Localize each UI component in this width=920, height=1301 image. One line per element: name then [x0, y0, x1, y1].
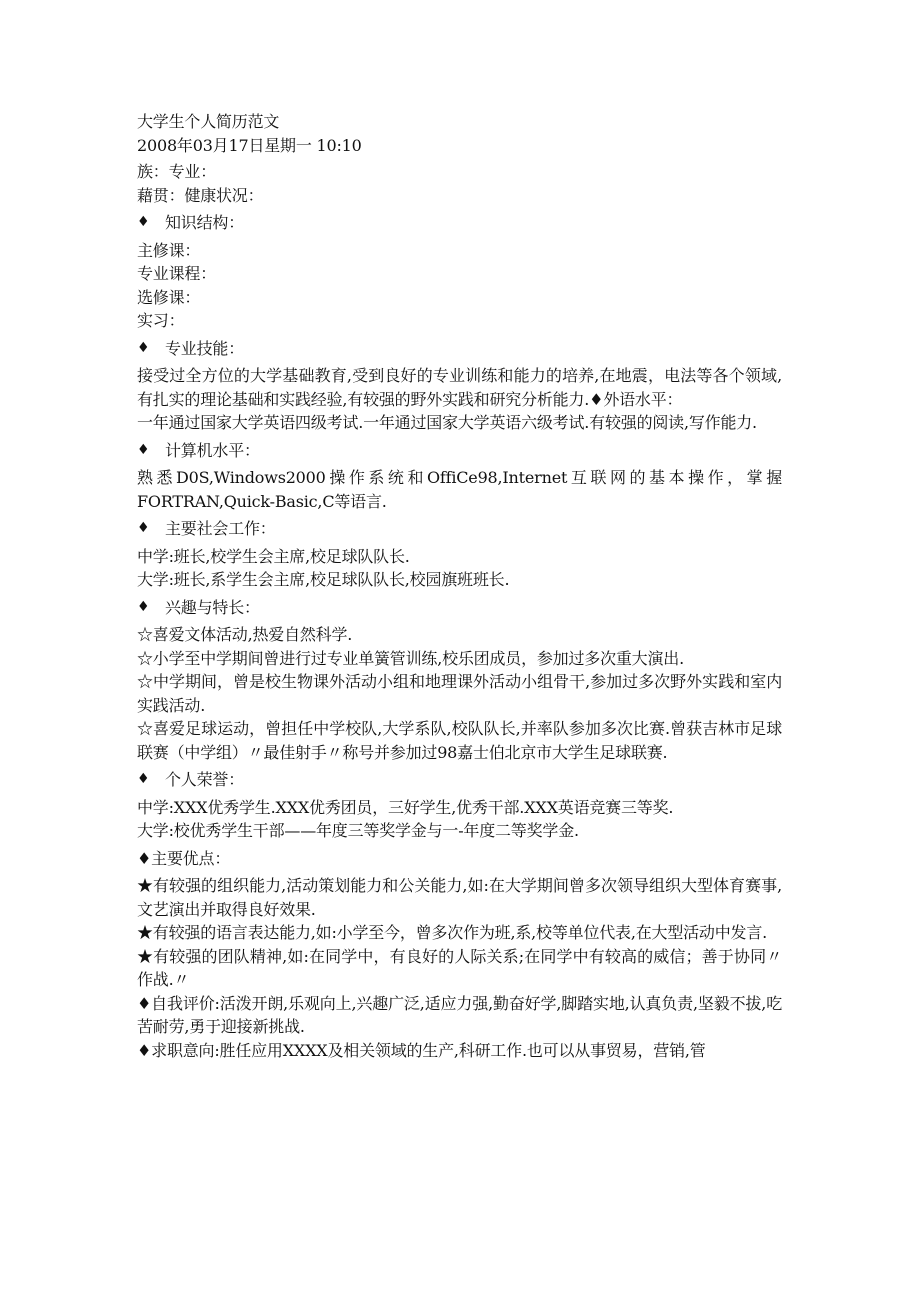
hobby-item: ☆小学至中学期间曾进行过专业单簧管训练,校乐团成员，参加过多次重大演出. — [137, 648, 684, 668]
section-skills-title: 专业技能： — [165, 338, 245, 358]
section-honors-title: 个人荣誉： — [165, 770, 245, 789]
social-item: 中学:班长,校学生会主席,校足球队队长. — [137, 546, 410, 566]
section-knowledge-heading — [137, 211, 782, 235]
honor-item: 大学:校优秀学生干部——年度三等奖学金与一-年度二等奖学金. — [137, 821, 579, 840]
section-skills-heading — [137, 337, 782, 361]
hobby-item: ☆中学期间，曾是校生物课外活动小组和地理课外活动小组骨干,参加过多次野外实践和室内实践活动. — [137, 672, 782, 715]
diamond-bullet-icon: ♦ — [137, 771, 150, 787]
document-title: 大学生个人简历范文 — [137, 112, 280, 131]
skills-paragraph: 接受过全方位的大学基础教育,受到良好的专业训练和能力的培养,在地震，电法等各个领域,有扎实的理论基础和实践经验,有较强的野外实践和研究分析能力.♦外语水平： — [137, 366, 782, 409]
diamond-bullet-icon: ♦ — [137, 441, 150, 458]
knowledge-item: 主修课： — [137, 240, 201, 260]
section-honors-heading — [137, 768, 782, 792]
section-computer-title: 计算机水平： — [165, 440, 260, 460]
document-date: 2008年03月17日星期一 10:10 — [137, 135, 362, 155]
section-strengths-heading — [137, 847, 782, 871]
resume-document — [137, 110, 782, 1062]
section-computer-heading — [137, 439, 782, 463]
diamond-bullet-icon: ♦ — [137, 598, 150, 615]
honor-item: 中学:XXX优秀学生.XXX优秀团员，三好学生,优秀干部.XXX英语竞赛三等奖. — [137, 797, 674, 817]
strength-item: ★有较强的团队精神,如:在同学中，有良好的人际关系;在同学中有较高的威信；善于协同〃作战.〃 — [137, 946, 782, 989]
strength-item: ★有较强的语言表达能力,如:小学至今，曾多次作为班,系,校等单位代表,在大型活动中发言. — [137, 923, 768, 942]
hobby-item: ☆喜爱足球运动，曾担任中学校队,大学系队,校队队长,并率队参加多次比赛.曾获吉林市足球联赛（中学组）〃最佳射手〃称号并参加过98嘉士伯北京市大学生足球联赛. — [137, 719, 782, 762]
knowledge-item: 实习： — [137, 311, 185, 330]
social-item: 大学:班长,系学生会主席,校足球队队长,校园旗班班长. — [137, 570, 510, 589]
section-social-title: 主要社会工作： — [165, 519, 276, 538]
job-intention: ♦求职意向:胜任应用XXXX及相关领域的生产,科研工作.也可以从事贸易，营销,管 — [137, 1040, 706, 1060]
self-evaluation: ♦自我评价:活泼开朗,乐观向上,兴趣广泛,适应力强,勤奋好学,脚踏实地,认真负责,坚毅不拔,吃苦耐劳,勇于迎接新挑战. — [137, 993, 782, 1036]
section-hobbies-heading — [137, 596, 782, 620]
knowledge-item: 专业课程： — [137, 264, 217, 283]
hobby-item: ☆喜爱文体活动,热爱自然科学. — [137, 625, 353, 644]
section-hobbies-title: 兴趣与特长： — [165, 597, 260, 617]
basic-info-ethnicity-major: 族：专业： — [137, 162, 217, 181]
computer-paragraph: 熟悉D0S,Windows2000操作系统和OffiCe98,Internet互联网的基本操作，掌握FORTRAN,Quick-Basic,C等语言. — [137, 468, 782, 511]
diamond-bullet-icon: ♦ — [137, 520, 150, 536]
strength-item: ★有较强的组织能力,活动策划能力和公关能力,如:在大学期间曾多次领导组织大型体育赛事,文艺演出并取得良好效果. — [137, 876, 782, 919]
knowledge-item: 选修课： — [137, 287, 201, 307]
basic-info-hometown-health: 藉贯：健康状况： — [137, 185, 264, 205]
language-paragraph: 一年通过国家大学英语四级考试.一年通过国家大学英语六级考试.有较强的阅读,写作能力. — [137, 413, 757, 432]
diamond-bullet-icon: ♦ — [137, 339, 150, 356]
section-strengths-title: ♦主要优点： — [137, 848, 231, 868]
section-social-heading — [137, 517, 782, 541]
section-knowledge-title: 知识结构： — [165, 213, 245, 232]
diamond-bullet-icon: ♦ — [137, 214, 150, 230]
